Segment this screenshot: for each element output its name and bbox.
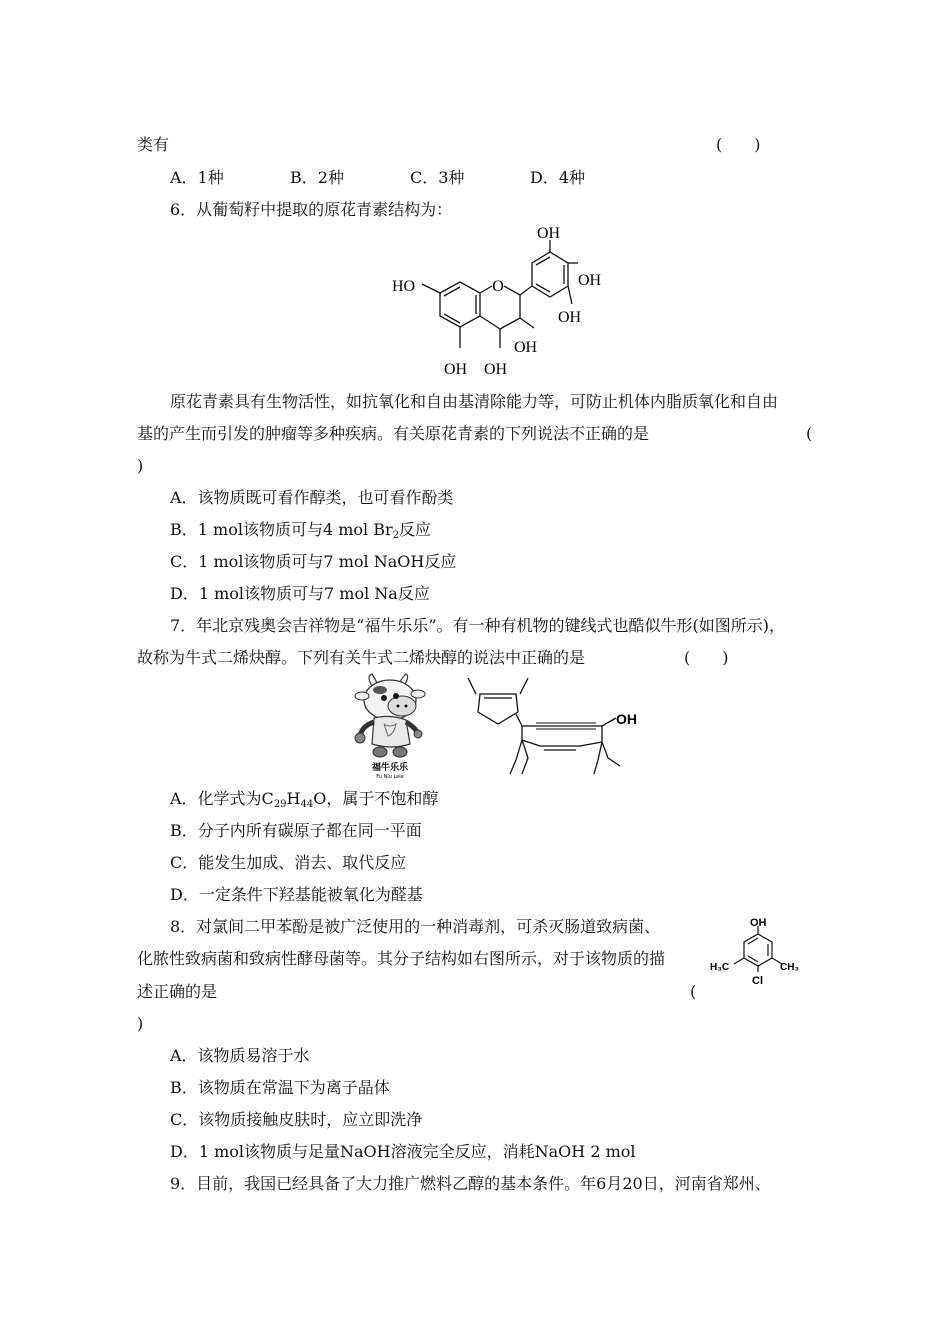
pcmx-ch3-right-label: CH₃: [780, 962, 800, 973]
oh-right1-label: OH: [578, 272, 602, 289]
q8-option-c: C．该物质接触皮肤时，应立即洗净: [170, 1110, 423, 1129]
q6-option-d: D．1 mol该物质可与7 mol Na反应: [170, 584, 430, 603]
q8-stem-line1: 8．对氯间二甲苯酚是被广泛使用的一种消毒剂，可杀灭肠道致病菌、: [170, 917, 661, 936]
q6-stem: 6．从葡萄籽中提取的原花青素结构为：: [170, 200, 453, 219]
oh-mid-label: OH: [514, 339, 538, 356]
mascot-caption-en: Fu Niu Lele: [376, 774, 404, 780]
q7-option-b: B．分子内所有碳原子都在同一平面: [170, 821, 422, 840]
q7-stem-line1: 7．年北京残奥会吉祥物是“福牛乐乐”。有一种有机物的键线式也酷似牛形(如图所示)，: [170, 616, 786, 635]
oh-bottom2-label: OH: [484, 361, 508, 378]
chloroxylenol-structure: [706, 912, 806, 990]
q6-option-a: A．该物质既可看作醇类，也可看作酚类: [170, 488, 454, 507]
q8-option-a: A．该物质易溶于水: [170, 1046, 310, 1065]
mascot-caption: 福牛乐乐: [371, 763, 409, 773]
pcmx-ch3-left-label: H₃C: [710, 962, 730, 973]
q8-option-b: B．该物质在常温下为离子晶体: [170, 1078, 390, 1097]
q5-option-a: A．1种: [170, 168, 224, 187]
q6-paren-close: ): [137, 456, 144, 475]
q6-desc-line2: 基的产生而引发的肿瘤等多种疾病。有关原花青素的下列说法不正确的是: [137, 424, 650, 443]
q5-option-d: D．4种: [530, 168, 586, 187]
q5-answer-paren: ( ): [716, 135, 761, 154]
oh-top-label: OH: [537, 225, 561, 242]
oh-bottom1-label: OH: [444, 361, 468, 378]
ring-oxygen-label: O: [492, 278, 504, 295]
oh-right2-label: OH: [558, 309, 582, 326]
q8-paren-open: (: [690, 982, 697, 1001]
q8-option-d: D．1 mol该物质与足量NaOH溶液完全反应，消耗NaOH 2 mol: [170, 1142, 636, 1161]
pcmx-cl-label: Cl: [752, 975, 763, 987]
procyanidin-structure: [380, 218, 620, 380]
q8-paren-close: ): [137, 1014, 144, 1033]
cow-dienyne-alcohol-structure: [462, 674, 652, 778]
q6-paren-open: (: [806, 424, 813, 443]
q6-desc-line1: 原花青素具有生物活性，如抗氧化和自由基清除能力等，可防止机体内脂质氧化和自由: [170, 392, 779, 411]
q7-option-c: C．能发生加成、消去、取代反应: [170, 853, 407, 872]
pcmx-oh-label: OH: [750, 917, 767, 929]
q7-answer-paren: ( ): [684, 648, 729, 667]
q7-option-a: A．化学式为$C_{29}H_{44}O$，属于不饱和醇: [170, 789, 439, 810]
q7-stem-line2: 故称为牛式二烯炔醇。下列有关牛式二烯炔醇的说法中正确的是: [137, 648, 586, 667]
q5-stem-tail: 类有: [137, 135, 170, 154]
q6-option-b: B．1 mol该物质可与4 mol $Br_2$反应: [170, 520, 432, 541]
q5-option-b: B．2种: [290, 168, 344, 187]
ho-left-label: HO: [392, 278, 416, 295]
fu-niu-lele-mascot-image: [350, 672, 430, 780]
q8-stem-line2: 化脓性致病菌和致病性酵母菌等。其分子结构如右图所示，对于该物质的描: [137, 949, 666, 968]
q5-option-c: C．3种: [410, 168, 465, 187]
q6-option-c: C．1 mol该物质可与7 mol NaOH反应: [170, 552, 457, 571]
cow-molecule-oh-label: OH: [616, 711, 637, 727]
q8-stem-line3: 述正确的是: [137, 982, 218, 1001]
q7-option-d: D．一定条件下羟基能被氧化为醛基: [170, 885, 423, 904]
q9-stem-line1: 9．目前，我国已经具备了大力推广燃料乙醇的基本条件。年6月20日，河南省郑州、: [170, 1174, 771, 1193]
